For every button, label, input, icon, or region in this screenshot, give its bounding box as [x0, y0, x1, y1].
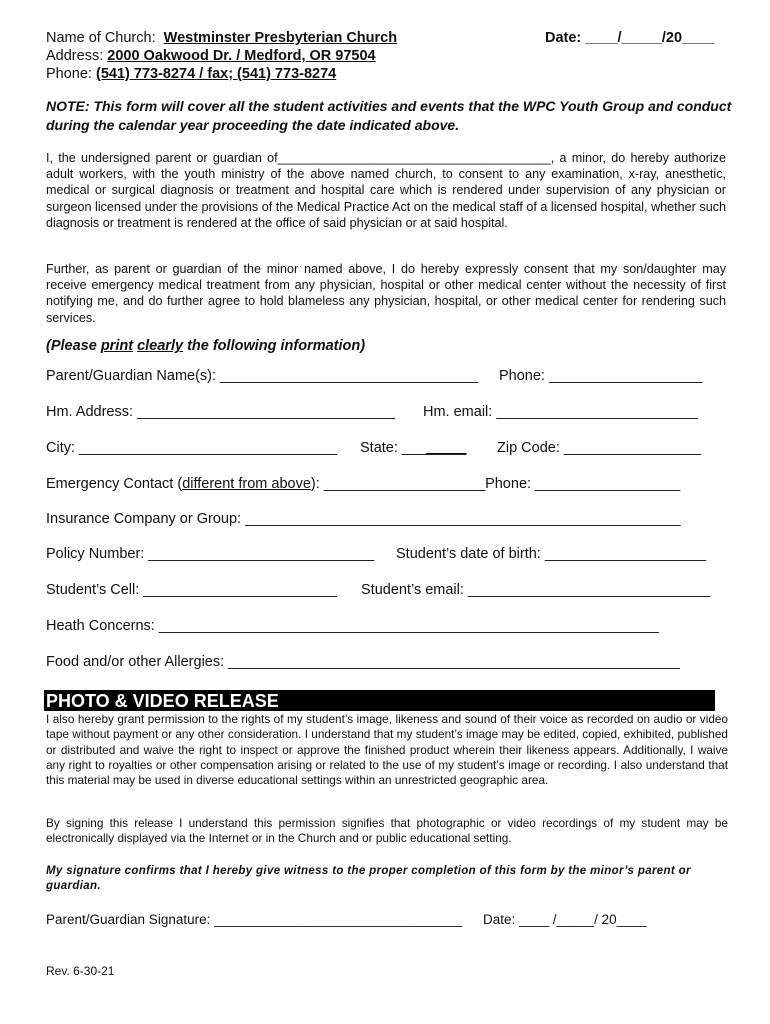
city-field[interactable]: City: ________________________________ — [46, 440, 338, 456]
student-cell-field[interactable]: Student’s Cell: ________________________ — [46, 582, 337, 598]
date-line: Date: ____/_____/20____ — [545, 30, 715, 46]
emergency-paragraph: Further, as parent or guardian of the minor named above, I do hereby expressly consent that my son/daughter may receive emergency medical treatment from any physician, hospital or other medical center without the necessity of first notifying me, and do further agree to hold blameless any physician, hospital, or other medical center for rendering such services. — [46, 262, 726, 325]
home-email-field[interactable]: Hm. email: _________________________ — [423, 404, 698, 420]
signature-date-field[interactable]: Date: ____ /_____/ 20____ — [483, 912, 647, 927]
church-name: Westminster Presbyterian Church — [163, 30, 398, 46]
phone-value: (541) 773-8274 / fax; (541) 773-8274 — [96, 66, 337, 82]
policy-number-field[interactable]: Policy Number: ____________________________ — [46, 546, 375, 562]
guardian-phone-field[interactable]: Phone: ___________________ — [499, 368, 703, 384]
phone-line — [46, 66, 336, 83]
church-label: Name of Church: — [46, 30, 156, 46]
home-address-field[interactable]: Hm. Address: ________________________________ — [46, 404, 396, 420]
student-email-field[interactable]: Student’s email: ______________________________ — [361, 582, 710, 598]
emergency-suffix: ): ____________________Phone: __________________ — [310, 476, 681, 492]
internet-display-paragraph: By signing this release I understand this permission signifies that photographic or video recordings of my student may be electronically displayed via the Internet or in the Church and or public educational setting. — [46, 816, 728, 846]
photo-release-heading: PHOTO & VIDEO RELEASE — [44, 690, 715, 711]
form-note: NOTE: This form will cover all the student activities and events that the WPC Youth Group and conduct during the calendar year proceeding the date indicated above. — [46, 98, 732, 133]
address-value: 2000 Oakwood Dr. / Medford, OR 97504 — [107, 48, 376, 64]
guardian-signature-field[interactable]: Parent/Guardian Signature: _________________________________ — [46, 912, 462, 927]
health-concerns-field[interactable]: Heath Concerns: ______________________________________________________________ — [46, 618, 659, 634]
instruction-suffix: the following information) — [183, 338, 366, 354]
address-line — [46, 48, 376, 65]
instruction-print: print — [100, 338, 134, 354]
state-label: State: ___ — [360, 440, 427, 456]
state-field[interactable] — [360, 440, 466, 456]
student-dob-field[interactable]: Student’s date of birth: ____________________ — [396, 546, 707, 562]
state-blank: _____ — [426, 440, 467, 456]
emergency-underlined: different from above — [182, 476, 311, 492]
revision-label: Rev. 6-30-21 — [46, 964, 115, 978]
church-name-line — [46, 30, 397, 47]
phone-label: Phone: — [46, 66, 92, 82]
consent-paragraph: I, the undersigned parent or guardian of_______________________________________, a minor, do hereby authorize adult workers, with the youth ministry of the above named church, to consent to any examination, x-ray, anesthetic, medical or surgical diagnosis or treatment and hospital care which is rendered under supervision of any physician or surgeon licensed under the provisions of the Medical Practice Act on the medical staff of a licensed hospital, whether such diagnosis or treatment is rendered at the office of said physician or at said hospital. — [46, 151, 726, 230]
emergency-prefix: Emergency Contact ( — [46, 476, 183, 492]
address-label: Address: — [46, 48, 104, 64]
photo-release-paragraph: I also hereby grant permission to the rights of my student’s image, likeness and sound of their voice as recorded on audio or video tape without payment or any other consideration. I understand that my student’s image may be edited, copied, exhibited, published or distributed and waive the right to inspect or approve the finished product wherein their likeness appears. Additionally, I waive any right to royalties or other compensation arising or related to the use of my student’s image or recording. I also understand that this material may be used in diverse educational settings within an unrestricted geographic area. — [46, 712, 728, 788]
allergies-field[interactable]: Food and/or other Allergies: ________________________________________________________ — [46, 654, 680, 670]
emergency-contact-field[interactable] — [46, 476, 680, 492]
instruction-prefix: (Please — [46, 338, 101, 354]
guardian-name-field[interactable]: Parent/Guardian Name(s): ________________________________ — [46, 368, 479, 384]
print-instruction — [46, 338, 365, 354]
instruction-clearly: clearly — [137, 338, 184, 354]
zip-field[interactable]: Zip Code: _________________ — [497, 440, 701, 456]
insurance-field[interactable]: Insurance Company or Group: ______________________________________________________ — [46, 511, 681, 527]
signature-confirmation: My signature confirms that I hereby give witness to the proper completion of this form by the minor’s parent or guardian. — [46, 865, 691, 892]
